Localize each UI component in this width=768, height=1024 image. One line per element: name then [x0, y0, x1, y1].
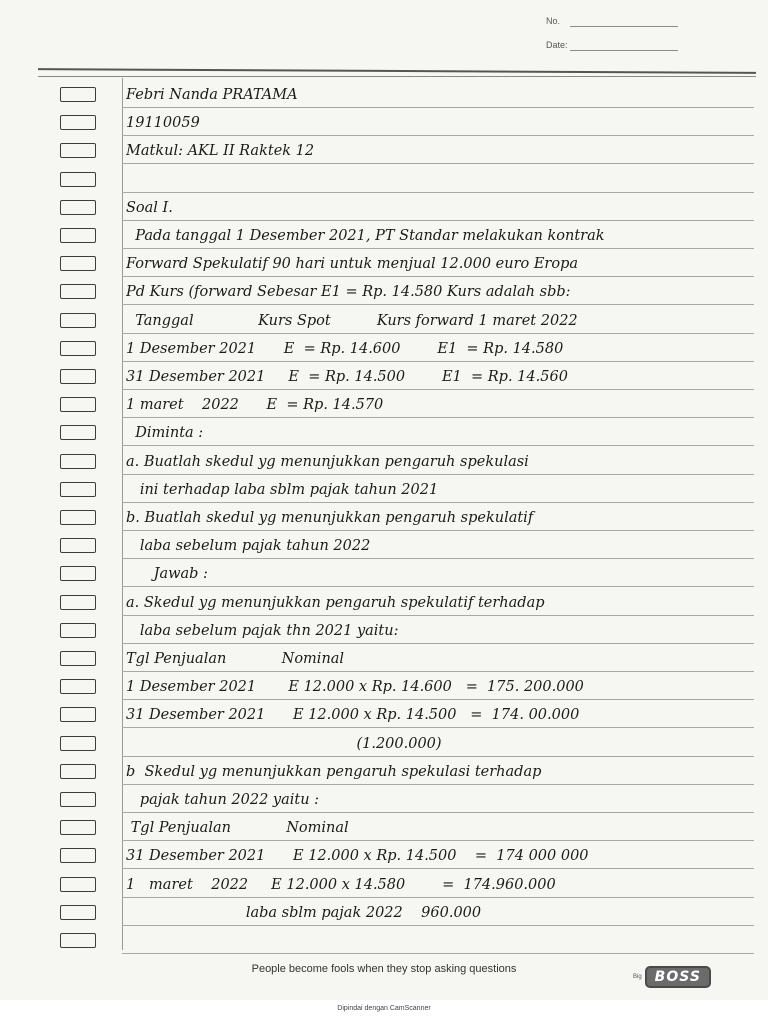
handwritten-text: (1.200.000) — [126, 735, 442, 752]
line-checkbox — [60, 256, 96, 271]
handwritten-text: a. Skedul yg menunjukkan pengaruh spekulatif terhadap — [126, 594, 545, 611]
notebook-line — [0, 418, 768, 446]
handwritten-text: pajak tahun 2022 yaitu : — [126, 792, 320, 808]
line-checkbox — [60, 651, 96, 666]
line-checkbox — [60, 200, 96, 215]
line-checkbox — [60, 679, 96, 694]
brand-name: BOSS — [645, 966, 711, 988]
line-checkbox — [60, 143, 96, 158]
top-rule — [38, 68, 756, 74]
notebook-line — [0, 531, 768, 559]
notebook-line — [0, 334, 768, 362]
notebook-line — [0, 165, 768, 193]
notebook-line — [0, 785, 768, 813]
brand-prefix: Big — [633, 974, 642, 980]
handwritten-text: Soal I. — [126, 199, 173, 216]
number-label: No. — [546, 16, 561, 26]
scanner-watermark: Dipindai dengan CamScanner — [337, 1005, 431, 1012]
notebook-line — [0, 249, 768, 277]
line-checkbox — [60, 764, 96, 779]
notebook-line — [0, 475, 768, 503]
notebook-line — [0, 926, 768, 954]
notebook-line — [0, 221, 768, 249]
handwritten-text: 1 Desember 2021 E 12.000 x Rp. 14.600 = 175. 200.000 — [126, 679, 584, 696]
handwritten-text: laba sebelum pajak tahun 2022 — [126, 538, 371, 555]
footer-quote: People become fools when they stop asking questions — [251, 963, 517, 975]
notebook-line — [0, 390, 768, 418]
line-checkbox — [60, 341, 96, 356]
notebook-line — [0, 503, 768, 531]
line-checkbox — [60, 313, 96, 328]
line-checkbox — [60, 425, 96, 440]
line-checkbox — [60, 623, 96, 638]
line-checkbox — [60, 736, 96, 751]
notebook-line — [0, 108, 768, 136]
handwritten-text: Tgl Penjualan Nominal — [126, 820, 349, 837]
handwritten-text: b Skedul yg menunjukkan pengaruh spekulasi terhadap — [126, 763, 542, 780]
line-checkbox — [60, 482, 96, 497]
handwritten-text: 19110059 — [126, 115, 200, 132]
line-checkbox — [60, 595, 96, 610]
notebook-line — [0, 277, 768, 305]
handwritten-text: Jawab : — [126, 566, 208, 583]
date-field — [546, 40, 568, 50]
handwritten-text — [126, 167, 754, 193]
line-checkbox — [60, 848, 96, 863]
line-checkbox — [60, 792, 96, 807]
handwritten-text — [126, 928, 754, 954]
notebook-line — [0, 757, 768, 785]
notebook-line — [0, 80, 768, 108]
notebook-line — [0, 306, 768, 334]
notebook-line — [0, 841, 768, 869]
line-checkbox — [60, 933, 96, 948]
line-checkbox — [60, 538, 96, 553]
line-checkbox — [60, 905, 96, 920]
line-checkbox — [60, 510, 96, 525]
notebook-line — [0, 870, 768, 898]
handwritten-text: 31 Desember 2021 E 12.000 x Rp. 14.500 = 174 000 000 — [126, 848, 589, 865]
line-checkbox — [60, 397, 96, 412]
handwritten-text: laba sebelum pajak thn 2021 yaitu: — [126, 622, 399, 639]
notebook-line — [0, 644, 768, 672]
handwritten-text: laba sblm pajak 2022 960.000 — [126, 904, 482, 921]
handwritten-text: a. Buatlah skedul yg menunjukkan pengaruh spekulasi — [126, 453, 529, 470]
handwritten-text: Pada tanggal 1 Desember 2021, PT Standar melakukan kontrak — [126, 228, 605, 244]
handwritten-text: 31 Desember 2021 E = Rp. 14.500 E1 = Rp. 14.560 — [126, 369, 568, 385]
notebook-line — [0, 898, 768, 926]
handwritten-text: Forward Spekulatif 90 hari untuk menjual 12.000 euro Eropa — [126, 256, 579, 273]
notebook-line — [0, 447, 768, 475]
number-field — [546, 16, 560, 26]
handwritten-text: Diminta : — [126, 425, 204, 442]
line-checkbox — [60, 877, 96, 892]
handwritten-text: Pd Kurs (forward Sebesar E1 = Rp. 14.580 Kurs adalah sbb: — [126, 284, 571, 301]
line-checkbox — [60, 115, 96, 130]
line-checkbox — [60, 172, 96, 187]
line-checkbox — [60, 454, 96, 469]
line-checkbox — [60, 284, 96, 299]
notebook-line — [0, 588, 768, 616]
line-checkbox — [60, 566, 96, 581]
notebook-line — [0, 193, 768, 221]
brand-logo — [633, 966, 711, 988]
handwritten-text: 31 Desember 2021 E 12.000 x Rp. 14.500 = 174. 00.000 — [126, 707, 580, 724]
handwritten-text: b. Buatlah skedul yg menunjukkan pengaruh spekulatif — [126, 510, 534, 526]
notebook-line — [0, 362, 768, 390]
handwritten-text: 1 Desember 2021 E = Rp. 14.600 E1 = Rp. 14.580 — [126, 340, 564, 357]
notebook-line — [0, 616, 768, 644]
top-rule-secondary — [38, 76, 756, 77]
notebook-line — [0, 559, 768, 587]
handwritten-text: 1 maret 2022 E 12.000 x 14.580 = 174.960.000 — [126, 876, 556, 893]
line-checkbox — [60, 820, 96, 835]
notebook-line — [0, 729, 768, 757]
line-checkbox — [60, 707, 96, 722]
handwritten-text: 1 maret 2022 E = Rp. 14.570 — [126, 397, 384, 414]
handwritten-text: Matkul: AKL II Raktek 12 — [126, 143, 315, 160]
notebook-line — [0, 672, 768, 700]
date-label: Date: — [546, 40, 568, 50]
handwritten-text: Tanggal Kurs Spot Kurs forward 1 maret 2022 — [126, 312, 578, 329]
notebook-line — [0, 700, 768, 728]
handwritten-text: Tgl Penjualan Nominal — [126, 651, 345, 667]
handwritten-text: Febri Nanda PRATAMA — [126, 87, 298, 103]
notebook-line — [0, 813, 768, 841]
line-checkbox — [60, 369, 96, 384]
handwritten-text: ini terhadap laba sblm pajak tahun 2021 — [126, 481, 439, 498]
notebook-line — [0, 136, 768, 164]
line-checkbox — [60, 228, 96, 243]
line-checkbox — [60, 87, 96, 102]
